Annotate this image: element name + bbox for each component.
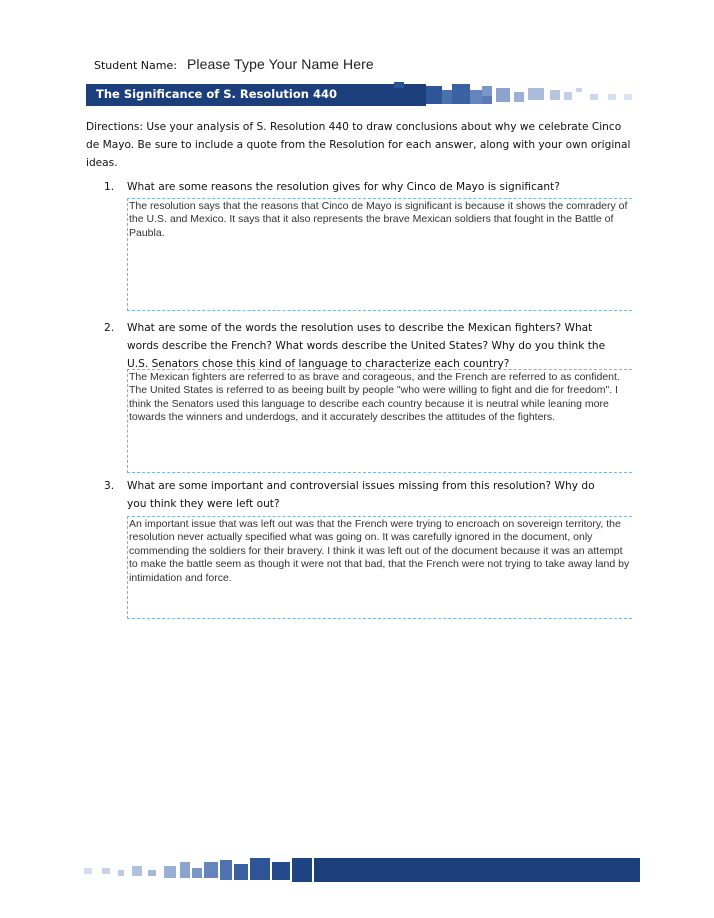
student-name-row [94,56,374,78]
question-text: What are some of the words the resolution uses to describe the Mexican fighters? What words describe the French? What words describe the United States? Why do you think the U.S. Senators chose this kind of language to characterize each country? [127,322,606,370]
answer-box-2[interactable] [127,369,632,473]
question-number: 3. [104,480,115,492]
question-text: What are some important and controversial issues missing from this resolution? Why do you think they were left out? [127,480,595,510]
answer-text[interactable]: An important issue that was left out was that the French were trying to encroach on sovereign territory, the resolution never actually specified what was going on. It was carefully ignored in the document, only commending the soldiers for their bravery. I think it was left out of the document because it was an attempt to make the battle seem as though it were not that bad, that the French were not trying to take away land by intimidation and force. [129,518,630,584]
answer-text[interactable]: The Mexican fighters are referred to as brave and corageous, and the French are referred to as confident. The United States is referred to as beeing built by people "who were willing to fight and die for freedom". I think the Senators used this language to describe each country because it is neutral while leaning more towards the winners and underdogs, and it accurately describes the attitudes of the fighters. [129,371,620,424]
title-banner [86,84,386,106]
question-number: 1. [104,181,115,193]
page-title: The Significance of S. Resolution 440 [96,87,337,101]
header-decoration [386,82,636,108]
question-2 [104,319,614,373]
student-name-label: Student Name: [94,59,177,72]
question-number: 2. [104,322,115,334]
question-3 [104,477,614,513]
directions-text: Directions: Use your analysis of S. Resolution 440 to draw conclusions about why we celebrate Cinco de Mayo. Be sure to include a quote from the Resolution for each answer, along with your own original ideas. [86,121,631,169]
question-text: What are some reasons the resolution gives for why Cinco de Mayo is significant? [127,181,560,193]
answer-box-1[interactable] [127,198,632,311]
answer-box-3[interactable] [127,516,632,619]
student-name-field[interactable]: Please Type Your Name Here [186,56,374,72]
footer-decoration [84,856,640,884]
answer-text[interactable]: The resolution says that the reasons that Cinco de Mayo is significant is because it shows the comradery of the U.S. and Mexico. It says that it also represents the brave Mexican soldiers that fought in the Battle of Paubla. [129,200,628,239]
question-1 [104,178,614,196]
